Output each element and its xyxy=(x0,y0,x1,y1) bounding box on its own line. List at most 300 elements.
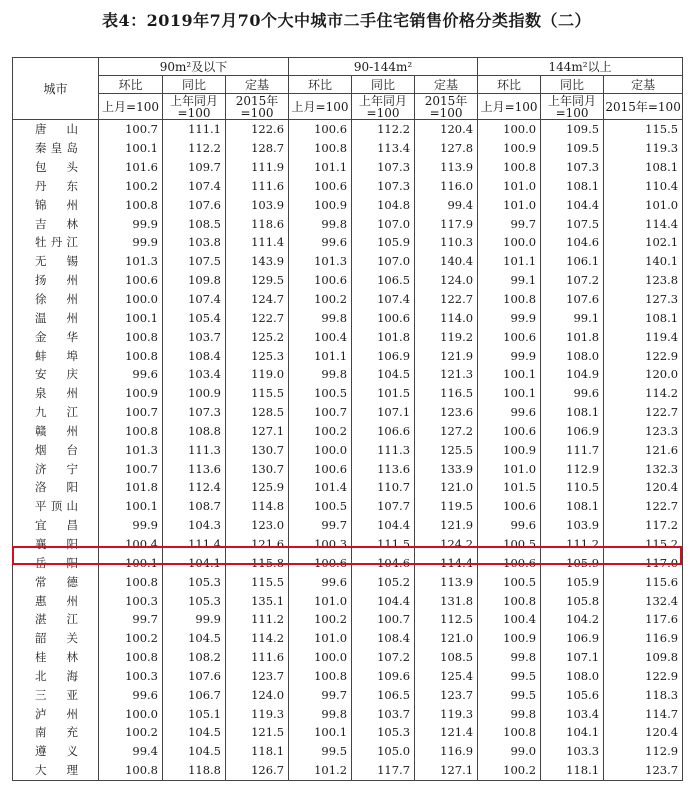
index-value: 111.2 xyxy=(541,535,604,554)
index-value: 100.6 xyxy=(289,177,352,196)
index-value: 121.0 xyxy=(415,629,478,648)
index-value: 107.0 xyxy=(352,252,415,271)
table-row xyxy=(13,666,683,685)
index-value: 114.2 xyxy=(604,384,683,403)
index-value: 112.2 xyxy=(352,120,415,139)
index-value: 103.7 xyxy=(163,327,226,346)
index-value: 119.2 xyxy=(415,327,478,346)
index-value: 110.7 xyxy=(352,478,415,497)
table-row xyxy=(13,459,683,478)
index-value: 111.6 xyxy=(226,177,289,196)
table-row xyxy=(13,158,683,177)
index-value: 117.9 xyxy=(415,214,478,233)
index-value: 105.3 xyxy=(352,723,415,742)
index-value: 117.7 xyxy=(352,761,415,780)
index-value: 100.9 xyxy=(478,629,541,648)
subheader-1-1: 同比 xyxy=(352,76,415,94)
index-value: 111.5 xyxy=(352,535,415,554)
table-row xyxy=(13,761,683,780)
city-name: 烟台 xyxy=(13,440,99,459)
index-value: 99.7 xyxy=(478,214,541,233)
table-row xyxy=(13,214,683,233)
index-value: 104.6 xyxy=(352,553,415,572)
index-value: 100.1 xyxy=(99,308,163,327)
city-name: 包头 xyxy=(13,158,99,177)
index-value: 104.5 xyxy=(352,365,415,384)
index-value: 105.6 xyxy=(541,685,604,704)
index-value: 109.7 xyxy=(163,158,226,177)
index-value: 125.4 xyxy=(415,666,478,685)
index-value: 107.3 xyxy=(352,158,415,177)
index-value: 104.8 xyxy=(352,195,415,214)
index-value: 111.2 xyxy=(226,610,289,629)
table-row xyxy=(13,572,683,591)
index-value: 101.0 xyxy=(478,177,541,196)
index-value: 100.2 xyxy=(478,761,541,780)
index-value: 100.5 xyxy=(289,497,352,516)
index-value: 111.3 xyxy=(352,440,415,459)
index-value: 140.1 xyxy=(604,252,683,271)
index-value: 100.2 xyxy=(99,629,163,648)
city-name: 南充 xyxy=(13,723,99,742)
index-value: 131.8 xyxy=(415,591,478,610)
index-value: 106.9 xyxy=(541,629,604,648)
index-value: 107.6 xyxy=(163,195,226,214)
index-value: 100.6 xyxy=(478,553,541,572)
index-value: 108.4 xyxy=(352,629,415,648)
index-value: 143.9 xyxy=(226,252,289,271)
index-value: 114.4 xyxy=(415,553,478,572)
index-value: 104.3 xyxy=(163,516,226,535)
index-value: 135.1 xyxy=(226,591,289,610)
index-value: 100.1 xyxy=(99,497,163,516)
index-value: 106.5 xyxy=(352,271,415,290)
index-value: 116.0 xyxy=(415,177,478,196)
city-name: 赣州 xyxy=(13,422,99,441)
index-value: 132.4 xyxy=(604,591,683,610)
city-name: 安庆 xyxy=(13,365,99,384)
index-value: 100.1 xyxy=(478,365,541,384)
city-name: 温州 xyxy=(13,308,99,327)
index-value: 108.4 xyxy=(163,346,226,365)
index-value: 109.8 xyxy=(163,271,226,290)
index-value: 111.9 xyxy=(226,158,289,177)
index-value: 99.1 xyxy=(541,308,604,327)
index-value: 107.3 xyxy=(163,403,226,422)
group-header-medium: 90-144m² xyxy=(289,58,478,76)
index-value: 100.7 xyxy=(99,120,163,139)
index-value: 105.4 xyxy=(163,308,226,327)
index-value: 110.5 xyxy=(541,478,604,497)
index-value: 108.1 xyxy=(541,497,604,516)
base-label-2-1: 上年同月=100 xyxy=(541,94,604,120)
index-value: 113.6 xyxy=(352,459,415,478)
index-value: 104.5 xyxy=(163,723,226,742)
index-value: 100.8 xyxy=(99,346,163,365)
index-value: 105.2 xyxy=(352,572,415,591)
index-value: 102.1 xyxy=(604,233,683,252)
index-value: 100.6 xyxy=(99,271,163,290)
table-row xyxy=(13,685,683,704)
city-name: 唐山 xyxy=(13,120,99,139)
city-name: 宜昌 xyxy=(13,516,99,535)
index-value: 104.5 xyxy=(163,742,226,761)
index-value: 100.3 xyxy=(99,591,163,610)
index-value: 100.8 xyxy=(99,422,163,441)
table-title: 表4：2019年7月70个大中城市二手住宅销售价格分类指数（二） xyxy=(101,11,592,30)
index-value: 107.1 xyxy=(541,648,604,667)
index-value: 99.6 xyxy=(99,365,163,384)
city-name: 桂林 xyxy=(13,648,99,667)
index-value: 103.9 xyxy=(541,516,604,535)
index-value: 113.4 xyxy=(352,139,415,158)
index-value: 107.3 xyxy=(352,177,415,196)
index-value: 101.6 xyxy=(99,158,163,177)
index-value: 106.9 xyxy=(541,422,604,441)
index-value: 100.6 xyxy=(478,422,541,441)
index-value: 100.8 xyxy=(99,761,163,780)
index-value: 106.5 xyxy=(352,685,415,704)
index-value: 108.1 xyxy=(541,403,604,422)
index-value: 117.0 xyxy=(604,553,683,572)
table-row xyxy=(13,177,683,196)
highlight-box xyxy=(12,546,682,565)
index-value: 100.3 xyxy=(289,535,352,554)
index-value: 111.4 xyxy=(226,233,289,252)
index-value: 100.8 xyxy=(289,666,352,685)
index-value: 107.7 xyxy=(352,497,415,516)
city-name: 北海 xyxy=(13,666,99,685)
index-value: 114.8 xyxy=(226,497,289,516)
index-value: 99.8 xyxy=(478,704,541,723)
table-row xyxy=(13,139,683,158)
group-header-large: 144m²以上 xyxy=(478,58,683,76)
city-column-header: 城市 xyxy=(13,58,99,120)
base-label-2-0: 上月=100 xyxy=(478,94,541,120)
base-label-2-2: 2015年=100 xyxy=(604,94,683,120)
index-value: 128.7 xyxy=(226,139,289,158)
index-value: 108.1 xyxy=(604,308,683,327)
index-value: 106.1 xyxy=(541,252,604,271)
table-row xyxy=(13,422,683,441)
index-value: 127.1 xyxy=(226,422,289,441)
index-value: 115.5 xyxy=(226,384,289,403)
index-value: 100.0 xyxy=(478,120,541,139)
table-row xyxy=(13,591,683,610)
index-value: 121.5 xyxy=(226,723,289,742)
index-value: 100.6 xyxy=(478,327,541,346)
index-value: 100.6 xyxy=(289,553,352,572)
index-value: 100.4 xyxy=(289,327,352,346)
index-value: 100.8 xyxy=(478,723,541,742)
index-value: 107.2 xyxy=(541,271,604,290)
table-row xyxy=(13,252,683,271)
base-label-0-1: 上年同月=100 xyxy=(163,94,226,120)
city-name: 济宁 xyxy=(13,459,99,478)
subheader-0-1: 同比 xyxy=(163,76,226,94)
index-value: 99.1 xyxy=(478,271,541,290)
table-row xyxy=(13,440,683,459)
subheader-2-0: 环比 xyxy=(478,76,541,94)
table-row xyxy=(13,233,683,252)
subheader-0-2: 定基 xyxy=(226,76,289,94)
city-name: 遵义 xyxy=(13,742,99,761)
index-value: 114.7 xyxy=(604,704,683,723)
index-value: 108.5 xyxy=(415,648,478,667)
index-value: 106.7 xyxy=(163,685,226,704)
index-value: 133.9 xyxy=(415,459,478,478)
index-value: 111.6 xyxy=(226,648,289,667)
index-value: 101.0 xyxy=(289,591,352,610)
index-value: 101.1 xyxy=(289,158,352,177)
index-value: 101.2 xyxy=(289,761,352,780)
index-value: 105.0 xyxy=(352,742,415,761)
index-value: 104.1 xyxy=(163,553,226,572)
index-value: 100.6 xyxy=(289,120,352,139)
index-value: 108.7 xyxy=(163,497,226,516)
index-value: 123.7 xyxy=(415,685,478,704)
index-value: 101.1 xyxy=(478,252,541,271)
index-value: 103.4 xyxy=(163,365,226,384)
index-value: 122.7 xyxy=(415,290,478,309)
index-value: 100.1 xyxy=(99,139,163,158)
index-value: 119.0 xyxy=(226,365,289,384)
index-value: 100.8 xyxy=(478,158,541,177)
index-value: 123.7 xyxy=(226,666,289,685)
index-value: 100.2 xyxy=(99,723,163,742)
index-value: 124.0 xyxy=(415,271,478,290)
index-value: 121.0 xyxy=(415,478,478,497)
subheader-2-1: 同比 xyxy=(541,76,604,94)
index-value: 123.7 xyxy=(604,761,683,780)
index-value: 120.4 xyxy=(415,120,478,139)
index-value: 99.5 xyxy=(478,666,541,685)
index-value: 99.6 xyxy=(478,516,541,535)
index-value: 121.6 xyxy=(226,535,289,554)
index-value: 124.2 xyxy=(415,535,478,554)
subheader-1-0: 环比 xyxy=(289,76,352,94)
index-value: 99.9 xyxy=(99,233,163,252)
index-value: 107.3 xyxy=(541,158,604,177)
index-value: 103.8 xyxy=(163,233,226,252)
index-value: 99.9 xyxy=(478,346,541,365)
index-value: 100.0 xyxy=(99,704,163,723)
index-value: 114.4 xyxy=(604,214,683,233)
index-value: 101.4 xyxy=(289,478,352,497)
index-value: 100.2 xyxy=(289,290,352,309)
index-value: 104.6 xyxy=(541,233,604,252)
index-value: 99.6 xyxy=(478,403,541,422)
index-value: 101.8 xyxy=(352,327,415,346)
index-value: 114.2 xyxy=(226,629,289,648)
index-value: 128.5 xyxy=(226,403,289,422)
table-row xyxy=(13,195,683,214)
subheader-row xyxy=(13,76,683,94)
index-value: 99.8 xyxy=(289,214,352,233)
subheader-0-0: 环比 xyxy=(99,76,163,94)
index-value: 118.1 xyxy=(541,761,604,780)
city-name: 无锡 xyxy=(13,252,99,271)
index-value: 99.6 xyxy=(99,685,163,704)
index-value: 101.8 xyxy=(541,327,604,346)
city-name: 常德 xyxy=(13,572,99,591)
index-value: 129.5 xyxy=(226,271,289,290)
table-row xyxy=(13,516,683,535)
index-value: 99.5 xyxy=(289,742,352,761)
index-value: 107.0 xyxy=(352,214,415,233)
index-value: 100.6 xyxy=(289,459,352,478)
index-value: 114.0 xyxy=(415,308,478,327)
index-value: 101.1 xyxy=(289,346,352,365)
table-row xyxy=(13,308,683,327)
index-value: 100.4 xyxy=(99,535,163,554)
index-value: 116.9 xyxy=(415,742,478,761)
index-value: 113.6 xyxy=(163,459,226,478)
city-name: 洛阳 xyxy=(13,478,99,497)
index-value: 126.7 xyxy=(226,761,289,780)
price-index-table xyxy=(12,57,683,781)
city-name: 湛江 xyxy=(13,610,99,629)
index-value: 117.2 xyxy=(604,516,683,535)
index-value: 103.7 xyxy=(352,704,415,723)
index-value: 140.4 xyxy=(415,252,478,271)
city-name: 九江 xyxy=(13,403,99,422)
index-value: 109.8 xyxy=(604,648,683,667)
index-value: 121.4 xyxy=(415,723,478,742)
index-value: 100.8 xyxy=(99,195,163,214)
base-row xyxy=(13,94,683,120)
index-value: 108.5 xyxy=(163,214,226,233)
index-value: 99.7 xyxy=(289,516,352,535)
index-value: 125.2 xyxy=(226,327,289,346)
index-value: 99.9 xyxy=(478,308,541,327)
index-value: 109.6 xyxy=(352,666,415,685)
index-value: 100.6 xyxy=(478,497,541,516)
index-value: 125.3 xyxy=(226,346,289,365)
index-value: 99.8 xyxy=(289,704,352,723)
index-value: 101.0 xyxy=(478,195,541,214)
city-name: 牡丹江 xyxy=(13,233,99,252)
index-value: 107.5 xyxy=(541,214,604,233)
index-value: 105.9 xyxy=(352,233,415,252)
index-value: 103.9 xyxy=(226,195,289,214)
index-value: 111.4 xyxy=(163,535,226,554)
index-value: 100.8 xyxy=(478,591,541,610)
index-value: 120.0 xyxy=(604,365,683,384)
index-value: 100.8 xyxy=(99,327,163,346)
index-value: 100.8 xyxy=(478,290,541,309)
index-value: 113.9 xyxy=(415,572,478,591)
index-value: 101.3 xyxy=(289,252,352,271)
index-value: 110.3 xyxy=(415,233,478,252)
index-value: 121.9 xyxy=(415,346,478,365)
index-value: 127.3 xyxy=(604,290,683,309)
index-value: 101.0 xyxy=(604,195,683,214)
index-value: 118.1 xyxy=(226,742,289,761)
table-row xyxy=(13,648,683,667)
index-value: 100.8 xyxy=(99,572,163,591)
index-value: 100.2 xyxy=(289,422,352,441)
index-value: 100.7 xyxy=(352,610,415,629)
index-value: 103.4 xyxy=(541,704,604,723)
index-value: 105.3 xyxy=(163,572,226,591)
index-value: 101.8 xyxy=(99,478,163,497)
index-value: 119.4 xyxy=(604,327,683,346)
table-row xyxy=(13,478,683,497)
index-value: 104.1 xyxy=(541,723,604,742)
index-value: 100.3 xyxy=(99,666,163,685)
index-value: 100.5 xyxy=(289,384,352,403)
index-value: 100.9 xyxy=(289,195,352,214)
index-value: 107.2 xyxy=(352,648,415,667)
table-row xyxy=(13,327,683,346)
index-value: 111.1 xyxy=(163,120,226,139)
index-value: 125.5 xyxy=(415,440,478,459)
index-value: 99.6 xyxy=(541,384,604,403)
index-value: 100.0 xyxy=(289,648,352,667)
index-value: 100.7 xyxy=(99,403,163,422)
index-value: 121.9 xyxy=(415,516,478,535)
subheader-1-2: 定基 xyxy=(415,76,478,94)
index-value: 100.7 xyxy=(99,459,163,478)
index-value: 104.4 xyxy=(352,591,415,610)
index-value: 100.9 xyxy=(478,139,541,158)
index-value: 117.6 xyxy=(604,610,683,629)
index-value: 127.1 xyxy=(415,761,478,780)
index-value: 121.6 xyxy=(604,440,683,459)
index-value: 100.9 xyxy=(163,384,226,403)
index-value: 107.6 xyxy=(163,666,226,685)
index-value: 99.4 xyxy=(415,195,478,214)
index-value: 100.4 xyxy=(478,610,541,629)
index-value: 104.9 xyxy=(541,365,604,384)
city-name: 泉州 xyxy=(13,384,99,403)
city-name: 襄阳 xyxy=(13,535,99,554)
base-label-1-0: 上月=100 xyxy=(289,94,352,120)
base-label-1-1: 上年同月=100 xyxy=(352,94,415,120)
index-value: 100.2 xyxy=(289,610,352,629)
index-value: 120.4 xyxy=(604,478,683,497)
index-value: 105.9 xyxy=(541,572,604,591)
index-value: 119.5 xyxy=(415,497,478,516)
subheader-2-2: 定基 xyxy=(604,76,683,94)
index-value: 100.7 xyxy=(289,403,352,422)
index-value: 99.8 xyxy=(289,365,352,384)
index-value: 113.9 xyxy=(415,158,478,177)
index-value: 118.8 xyxy=(163,761,226,780)
index-value: 115.8 xyxy=(226,553,289,572)
index-value: 99.4 xyxy=(99,742,163,761)
index-value: 105.8 xyxy=(541,591,604,610)
index-value: 112.5 xyxy=(415,610,478,629)
index-value: 105.3 xyxy=(163,591,226,610)
index-value: 108.0 xyxy=(541,666,604,685)
table-row xyxy=(13,346,683,365)
index-value: 104.4 xyxy=(541,195,604,214)
index-value: 107.4 xyxy=(163,290,226,309)
index-value: 107.4 xyxy=(352,290,415,309)
index-value: 103.3 xyxy=(541,742,604,761)
index-value: 100.1 xyxy=(478,384,541,403)
city-name: 吉林 xyxy=(13,214,99,233)
index-value: 100.0 xyxy=(289,440,352,459)
index-value: 101.0 xyxy=(289,629,352,648)
index-value: 99.7 xyxy=(99,610,163,629)
index-value: 101.0 xyxy=(478,459,541,478)
index-value: 104.4 xyxy=(352,516,415,535)
index-value: 100.6 xyxy=(289,271,352,290)
index-value: 122.6 xyxy=(226,120,289,139)
